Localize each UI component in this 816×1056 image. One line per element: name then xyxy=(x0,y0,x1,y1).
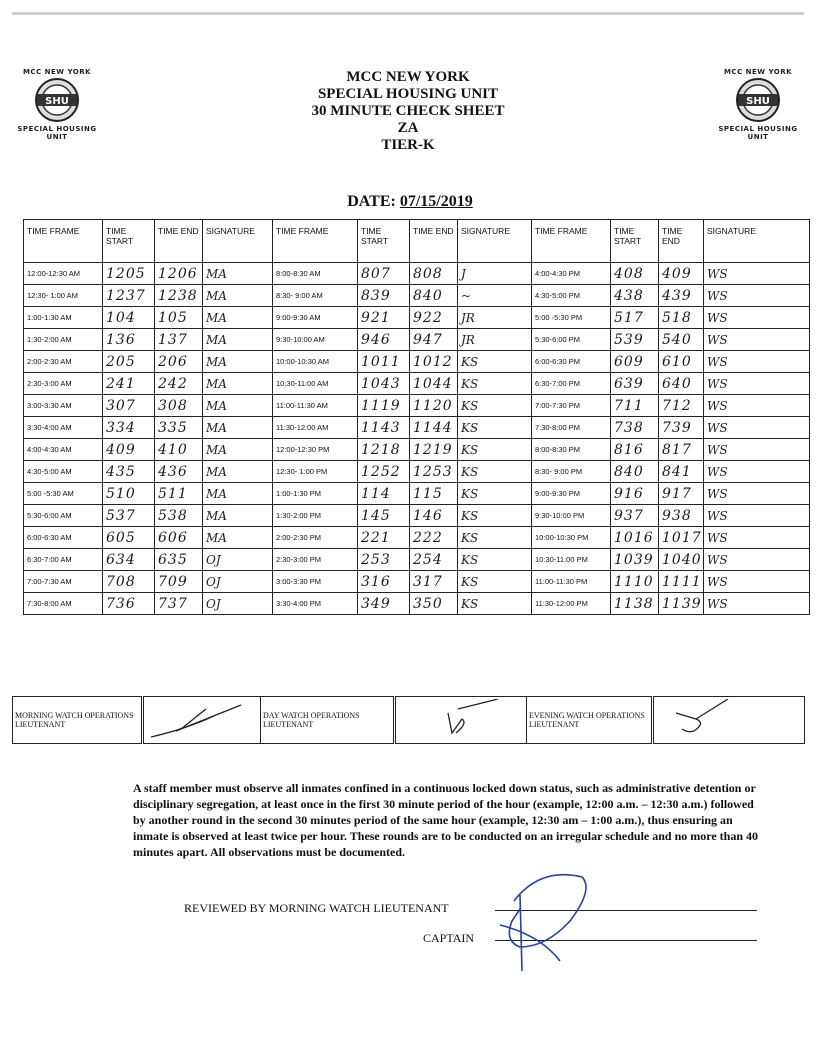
column-header: TIME START xyxy=(358,220,410,263)
signature-cell: WS xyxy=(704,593,810,615)
signature-cell: KS xyxy=(458,549,532,571)
signature-cell: MA xyxy=(203,483,273,505)
signature-cell: KS xyxy=(458,593,532,615)
signature-cell: WS xyxy=(704,395,810,417)
table-header-row xyxy=(24,220,810,263)
time-frame-cell: 3:30-4:00 AM xyxy=(24,417,103,439)
table-row xyxy=(24,549,810,571)
time-end-cell: 1144 xyxy=(410,417,458,439)
captain-signature-icon xyxy=(490,865,600,975)
signature-cell: KS xyxy=(458,351,532,373)
time-end-cell: 439 xyxy=(659,285,704,307)
signature-cell: MA xyxy=(203,307,273,329)
time-end-cell: 947 xyxy=(410,329,458,351)
time-end-cell: 1219 xyxy=(410,439,458,461)
time-frame-cell: 12:00-12:30 PM xyxy=(273,439,358,461)
column-header: TIME START xyxy=(611,220,659,263)
time-start-cell: 221 xyxy=(358,527,410,549)
time-start-cell: 307 xyxy=(103,395,155,417)
time-end-cell: 1120 xyxy=(410,395,458,417)
time-end-cell: 1139 xyxy=(659,593,704,615)
column-header: TIME FRAME xyxy=(273,220,358,263)
date-label: DATE: xyxy=(347,193,396,210)
time-start-cell: 816 xyxy=(611,439,659,461)
signature-cell: WS xyxy=(704,571,810,593)
time-end-cell: 511 xyxy=(155,483,203,505)
table-row xyxy=(24,527,810,549)
column-header: TIME END xyxy=(155,220,203,263)
time-frame-cell: 10:00-10:30 AM xyxy=(273,351,358,373)
time-start-cell: 205 xyxy=(103,351,155,373)
signature-cell: WS xyxy=(704,307,810,329)
signature-cell: MA xyxy=(203,439,273,461)
time-frame-cell: 9:30-10:00 PM xyxy=(532,505,611,527)
time-frame-cell: 4:00-4:30 PM xyxy=(532,263,611,285)
signature-cell: MA xyxy=(203,395,273,417)
time-end-cell: 817 xyxy=(659,439,704,461)
signature-cell: MA xyxy=(203,285,273,307)
day-watch-signature xyxy=(395,697,527,744)
column-header: TIME FRAME xyxy=(532,220,611,263)
title-line: ZA xyxy=(397,120,419,136)
time-frame-cell: 11:00-11:30 PM xyxy=(532,571,611,593)
time-frame-cell: 10:30-11:00 PM xyxy=(532,549,611,571)
time-end-cell: 206 xyxy=(155,351,203,373)
signature-cell: OJ xyxy=(203,549,273,571)
time-start-cell: 349 xyxy=(358,593,410,615)
time-start-cell: 334 xyxy=(103,417,155,439)
table-row xyxy=(24,505,810,527)
table-row xyxy=(24,395,810,417)
table-row xyxy=(24,351,810,373)
time-end-cell: 938 xyxy=(659,505,704,527)
time-start-cell: 408 xyxy=(611,263,659,285)
time-end-cell: 840 xyxy=(410,285,458,307)
signature-cell: KS xyxy=(458,505,532,527)
time-start-cell: 1011 xyxy=(358,351,410,373)
signature-cell: WS xyxy=(704,417,810,439)
logo-top-text: MCC NEW YORK xyxy=(723,68,793,76)
signature-cell: KS xyxy=(458,395,532,417)
time-start-cell: 510 xyxy=(103,483,155,505)
time-start-cell: 517 xyxy=(611,307,659,329)
shu-seal-icon xyxy=(34,77,80,123)
time-frame-cell: 3:30-4:00 PM xyxy=(273,593,358,615)
table-row xyxy=(24,461,810,483)
time-frame-cell: 11:30-12:00 PM xyxy=(532,593,611,615)
time-frame-cell: 4:30-5:00 AM xyxy=(24,461,103,483)
time-start-cell: 253 xyxy=(358,549,410,571)
time-start-cell: 839 xyxy=(358,285,410,307)
time-end-cell: 254 xyxy=(410,549,458,571)
time-start-cell: 1119 xyxy=(358,395,410,417)
time-frame-cell: 9:30-10:00 AM xyxy=(273,329,358,351)
table-row xyxy=(24,571,810,593)
time-frame-cell: 2:30-3:00 AM xyxy=(24,373,103,395)
time-frame-cell: 2:00-2:30 AM xyxy=(24,351,103,373)
time-frame-cell: 8:30- 9:00 AM xyxy=(273,285,358,307)
logo-badge-text-right: SHU xyxy=(746,96,770,107)
signature-cell: WS xyxy=(704,439,810,461)
time-start-cell: 1138 xyxy=(611,593,659,615)
time-frame-cell: 1:30-2:00 PM xyxy=(273,505,358,527)
column-header: TIME END xyxy=(659,220,704,263)
time-start-cell: 316 xyxy=(358,571,410,593)
signature-cell: WS xyxy=(704,527,810,549)
signature-cell: MA xyxy=(203,329,273,351)
time-frame-cell: 12:30- 1:00 AM xyxy=(24,285,103,307)
signature-cell: OJ xyxy=(203,593,273,615)
time-end-cell: 737 xyxy=(155,593,203,615)
time-end-cell: 308 xyxy=(155,395,203,417)
day-watch-label: DAY WATCH OPERATIONS LIEUTENANT xyxy=(261,697,395,744)
evening-watch-signature xyxy=(653,697,805,744)
time-end-cell: 917 xyxy=(659,483,704,505)
time-frame-cell: 2:30-3:00 PM xyxy=(273,549,358,571)
time-start-cell: 539 xyxy=(611,329,659,351)
table-body xyxy=(24,263,810,615)
time-end-cell: 410 xyxy=(155,439,203,461)
top-rule xyxy=(12,12,804,15)
evening-watch-label: EVENING WATCH OPERATIONS LIEUTENANT xyxy=(527,697,653,744)
time-end-cell: 540 xyxy=(659,329,704,351)
signature-cell: MA xyxy=(203,417,273,439)
table-row xyxy=(24,307,810,329)
captain-label: CAPTAIN xyxy=(423,931,475,945)
column-header: SIGNATURE xyxy=(704,220,810,263)
time-frame-cell: 11:00-11:30 AM xyxy=(273,395,358,417)
time-start-cell: 1110 xyxy=(611,571,659,593)
signature-cell: JR xyxy=(458,307,532,329)
time-start-cell: 1043 xyxy=(358,373,410,395)
table-row xyxy=(24,263,810,285)
signature-cell: WS xyxy=(704,373,810,395)
time-frame-cell: 12:30- 1:00 PM xyxy=(273,461,358,483)
time-start-cell: 605 xyxy=(103,527,155,549)
time-end-cell: 222 xyxy=(410,527,458,549)
handwritten-signature-icon xyxy=(656,699,796,739)
reviewed-by-label: REVIEWED BY MORNING WATCH LIEUTENANT xyxy=(184,901,449,915)
time-frame-cell: 9:00-9:30 PM xyxy=(532,483,611,505)
time-end-cell: 1111 xyxy=(659,571,704,593)
time-end-cell: 1253 xyxy=(410,461,458,483)
watch-row xyxy=(13,697,805,744)
title-line: SPECIAL HOUSING UNIT xyxy=(317,86,499,102)
time-frame-cell: 11:30-12:00 AM xyxy=(273,417,358,439)
time-frame-cell: 2:00-2:30 PM xyxy=(273,527,358,549)
signature-cell: ~ xyxy=(458,285,532,307)
shu-seal-icon xyxy=(735,77,781,123)
time-start-cell: 609 xyxy=(611,351,659,373)
signature-cell: KS xyxy=(458,461,532,483)
time-end-cell: 1040 xyxy=(659,549,704,571)
time-end-cell: 1017 xyxy=(659,527,704,549)
table-row xyxy=(24,285,810,307)
time-start-cell: 708 xyxy=(103,571,155,593)
time-start-cell: 807 xyxy=(358,263,410,285)
time-end-cell: 242 xyxy=(155,373,203,395)
signature-cell: WS xyxy=(704,351,810,373)
time-end-cell: 335 xyxy=(155,417,203,439)
time-start-cell: 946 xyxy=(358,329,410,351)
time-end-cell: 409 xyxy=(659,263,704,285)
time-start-cell: 438 xyxy=(611,285,659,307)
time-frame-cell: 8:00-8:30 PM xyxy=(532,439,611,461)
morning-watch-signature xyxy=(143,697,261,744)
time-start-cell: 711 xyxy=(611,395,659,417)
time-end-cell: 137 xyxy=(155,329,203,351)
time-start-cell: 937 xyxy=(611,505,659,527)
signature-cell: MA xyxy=(203,505,273,527)
signature-cell: MA xyxy=(203,351,273,373)
time-frame-cell: 6:00-6:30 PM xyxy=(532,351,611,373)
signature-cell: J xyxy=(458,263,532,285)
title-line: 30 MINUTE CHECK SHEET xyxy=(311,103,505,119)
time-end-cell: 436 xyxy=(155,461,203,483)
time-start-cell: 104 xyxy=(103,307,155,329)
time-frame-cell: 12:00-12:30 AM xyxy=(24,263,103,285)
time-start-cell: 136 xyxy=(103,329,155,351)
signature-cell: MA xyxy=(203,527,273,549)
time-end-cell: 538 xyxy=(155,505,203,527)
time-frame-cell: 1:00-1:30 AM xyxy=(24,307,103,329)
title-line: MCC NEW YORK xyxy=(346,69,470,85)
signature-cell: MA xyxy=(203,373,273,395)
date-value: 07/15/2019 xyxy=(399,193,473,210)
time-end-cell: 610 xyxy=(659,351,704,373)
time-end-cell: 317 xyxy=(410,571,458,593)
logo-bottom-text: SPECIAL HOUSING UNIT xyxy=(718,125,798,141)
time-frame-cell: 7:30-8:00 PM xyxy=(532,417,611,439)
time-start-cell: 1252 xyxy=(358,461,410,483)
signature-cell: WS xyxy=(704,285,810,307)
time-end-cell: 739 xyxy=(659,417,704,439)
time-frame-cell: 7:00-7:30 PM xyxy=(532,395,611,417)
time-end-cell: 606 xyxy=(155,527,203,549)
shu-logo-left xyxy=(17,68,97,148)
signature-cell: WS xyxy=(704,329,810,351)
table-row xyxy=(24,483,810,505)
time-frame-cell: 7:00-7:30 AM xyxy=(24,571,103,593)
time-frame-cell: 4:00-4:30 AM xyxy=(24,439,103,461)
shu-logo-right xyxy=(718,68,798,148)
table-row xyxy=(24,439,810,461)
time-start-cell: 435 xyxy=(103,461,155,483)
watch-signoff-table xyxy=(12,696,805,744)
time-start-cell: 145 xyxy=(358,505,410,527)
logo-bottom-text: SPECIAL HOUSING UNIT xyxy=(17,125,97,141)
date-row xyxy=(250,193,570,211)
table-row xyxy=(24,373,810,395)
time-frame-cell: 5:00 -5:30 AM xyxy=(24,483,103,505)
time-start-cell: 1218 xyxy=(358,439,410,461)
time-frame-cell: 10:00-10:30 PM xyxy=(532,527,611,549)
signature-cell: MA xyxy=(203,263,273,285)
time-start-cell: 916 xyxy=(611,483,659,505)
time-frame-cell: 9:00-9:30 AM xyxy=(273,307,358,329)
table-row xyxy=(24,417,810,439)
morning-watch-label: MORNING WATCH OPERATIONS LIEUTENANT xyxy=(13,697,143,744)
time-end-cell: 640 xyxy=(659,373,704,395)
signature-cell: MA xyxy=(203,461,273,483)
time-start-cell: 736 xyxy=(103,593,155,615)
time-end-cell: 808 xyxy=(410,263,458,285)
time-start-cell: 409 xyxy=(103,439,155,461)
signature-cell: JR xyxy=(458,329,532,351)
time-frame-cell: 7:30-8:00 AM xyxy=(24,593,103,615)
time-end-cell: 709 xyxy=(155,571,203,593)
column-header: TIME END xyxy=(410,220,458,263)
time-end-cell: 1238 xyxy=(155,285,203,307)
time-frame-cell: 5:30-6:00 PM xyxy=(532,329,611,351)
signature-cell: KS xyxy=(458,527,532,549)
time-start-cell: 1237 xyxy=(103,285,155,307)
time-start-cell: 634 xyxy=(103,549,155,571)
time-frame-cell: 8:00-8:30 AM xyxy=(273,263,358,285)
time-end-cell: 712 xyxy=(659,395,704,417)
signature-cell: KS xyxy=(458,373,532,395)
time-start-cell: 1143 xyxy=(358,417,410,439)
time-frame-cell: 6:00-6:30 AM xyxy=(24,527,103,549)
signature-cell: KS xyxy=(458,571,532,593)
time-end-cell: 115 xyxy=(410,483,458,505)
time-start-cell: 1039 xyxy=(611,549,659,571)
column-header: SIGNATURE xyxy=(203,220,273,263)
table-row xyxy=(24,593,810,615)
time-end-cell: 922 xyxy=(410,307,458,329)
time-start-cell: 921 xyxy=(358,307,410,329)
time-start-cell: 738 xyxy=(611,417,659,439)
time-start-cell: 241 xyxy=(103,373,155,395)
time-frame-cell: 5:00 -5:30 PM xyxy=(532,307,611,329)
logo-badge-text-left: SHU xyxy=(45,96,69,107)
time-end-cell: 146 xyxy=(410,505,458,527)
time-frame-cell: 10:30-11:00 AM xyxy=(273,373,358,395)
handwritten-signature-icon xyxy=(146,699,256,739)
signature-cell: OJ xyxy=(203,571,273,593)
signature-cell: WS xyxy=(704,549,810,571)
column-header: TIME START xyxy=(103,220,155,263)
time-end-cell: 1044 xyxy=(410,373,458,395)
time-end-cell: 1012 xyxy=(410,351,458,373)
table-row xyxy=(24,329,810,351)
time-end-cell: 350 xyxy=(410,593,458,615)
time-frame-cell: 5:30-6:00 AM xyxy=(24,505,103,527)
time-frame-cell: 1:00-1:30 PM xyxy=(273,483,358,505)
observation-policy-text: A staff member must observe all inmates confined in a continuous locked down status, such as administrative detention or disciplinary segregation, at least once in the first 30 minute period of the hour (example, 12:00 a.m. – 12:30 a.m.) followed by another round in the second 30 minutes period of the same hour (example, 12:30 am – 1:00 a.m.), thus ensuring an inmate is observed at least twice per hour. These rounds are to be conducted on an irregular schedule and no more than 40 minutes apart. All observations must be documented. xyxy=(133,781,759,859)
time-start-cell: 639 xyxy=(611,373,659,395)
signature-cell: WS xyxy=(704,461,810,483)
time-frame-cell: 4:30-5:00 PM xyxy=(532,285,611,307)
time-frame-cell: 6:30-7:00 PM xyxy=(532,373,611,395)
time-start-cell: 840 xyxy=(611,461,659,483)
time-start-cell: 1016 xyxy=(611,527,659,549)
signature-cell: KS xyxy=(458,417,532,439)
time-frame-cell: 3:00-3:30 AM xyxy=(24,395,103,417)
time-frame-cell: 8:30- 9:00 PM xyxy=(532,461,611,483)
time-start-cell: 537 xyxy=(103,505,155,527)
signature-cell: KS xyxy=(458,483,532,505)
time-end-cell: 841 xyxy=(659,461,704,483)
time-end-cell: 105 xyxy=(155,307,203,329)
time-end-cell: 1206 xyxy=(155,263,203,285)
column-header: SIGNATURE xyxy=(458,220,532,263)
time-end-cell: 635 xyxy=(155,549,203,571)
signature-cell: WS xyxy=(704,263,810,285)
signature-cell: WS xyxy=(704,505,810,527)
signature-cell: KS xyxy=(458,439,532,461)
time-start-cell: 1205 xyxy=(103,263,155,285)
title-line: TIER-K xyxy=(381,137,435,153)
time-end-cell: 518 xyxy=(659,307,704,329)
time-frame-cell: 6:30-7:00 AM xyxy=(24,549,103,571)
page-title xyxy=(230,69,586,154)
check-table xyxy=(23,219,810,615)
signature-cell: WS xyxy=(704,483,810,505)
column-header: TIME FRAME xyxy=(24,220,103,263)
time-frame-cell: 1:30-2:00 AM xyxy=(24,329,103,351)
logo-top-text: MCC NEW YORK xyxy=(22,68,92,76)
time-start-cell: 114 xyxy=(358,483,410,505)
handwritten-signature-icon xyxy=(398,699,508,739)
time-frame-cell: 3:00-3:30 PM xyxy=(273,571,358,593)
